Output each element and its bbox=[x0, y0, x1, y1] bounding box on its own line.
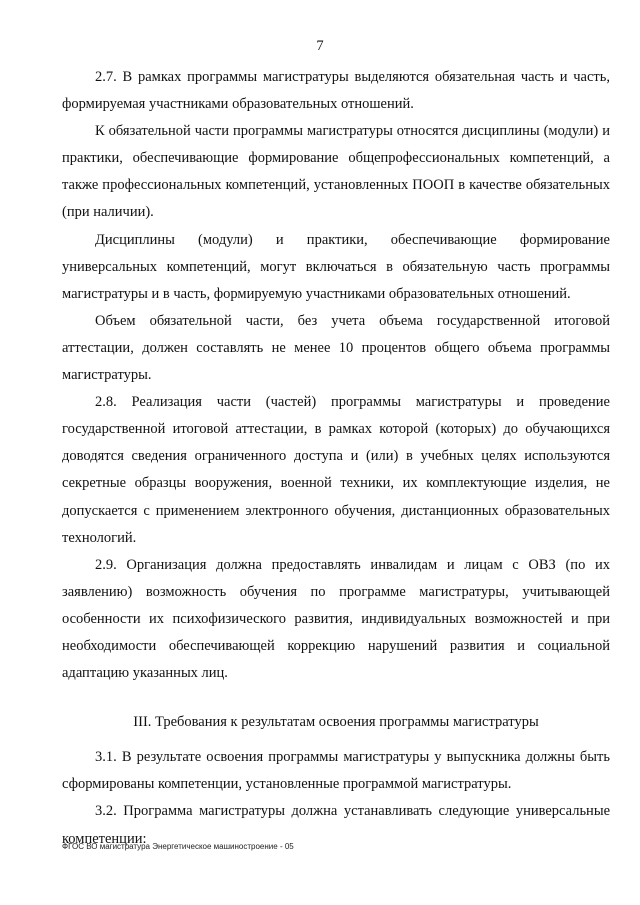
page-number: 7 bbox=[316, 38, 324, 54]
paragraph-2-9: 2.9. Организация должна предоставлять инвалидам и лицам с ОВЗ (по их заявлению) возможность обучения по программе магистратуры, учитывающей особенности их психофизического развития, индивидуальных возможностей и при необходимости обеспечивающей коррекцию нарушений развития и социальной адаптацию указанных лиц. bbox=[62, 556, 610, 682]
document-body bbox=[62, 64, 610, 853]
paragraph-3-1: 3.1. В результате освоения программы магистратуры у выпускника должны быть сформированы компетенции, установленные программой магистратуры. bbox=[62, 749, 610, 793]
paragraph-mandatory-volume: Объем обязательной части, без учета объема государственной итоговой аттестации, должен составлять не менее 10 процентов общего объема программы магистратуры. bbox=[62, 312, 610, 384]
paragraph-universal-competencies: Дисциплины (модули) и практики, обеспечивающие формирование универсальных компетенций, могут включаться в обязательную часть программы магистратуры и в часть, формируемую участниками образовательных отношений. bbox=[62, 231, 610, 302]
paragraph-3-2: 3.2. Программа магистратуры должна устанавливать следующие универсальные компетенции: bbox=[62, 803, 610, 847]
section-heading: III. Требования к результатам освоения программы магистратуры bbox=[133, 714, 539, 731]
paragraph-mandatory-part: К обязательной части программы магистратуры относятся дисциплины (модули) и практики, обеспечивающие формирование общепрофессиональных компетенций, а также профессиональных компетенций, установленных ПООП в качестве обязательных (при наличии). bbox=[62, 123, 610, 221]
paragraph-2-7: 2.7. В рамках программы магистратуры выделяются обязательная часть и часть, формируемая участниками образовательных отношений. bbox=[62, 69, 610, 113]
paragraph-2-8: 2.8. Реализация части (частей) программы магистратуры и проведение государственной итоговой аттестации, в рамках которой (которых) до обучающихся доводятся сведения ограниченного доступа и (или) в учебных целях используются секретные образцы вооружения, военной техники, их комплектующие изделия, не допускается с применением электронного обучения, дистанционных образовательных технологий. bbox=[62, 394, 610, 546]
document-footer: ФГОС ВО магистратура Энергетическое машиностроение - 05 bbox=[62, 842, 294, 851]
